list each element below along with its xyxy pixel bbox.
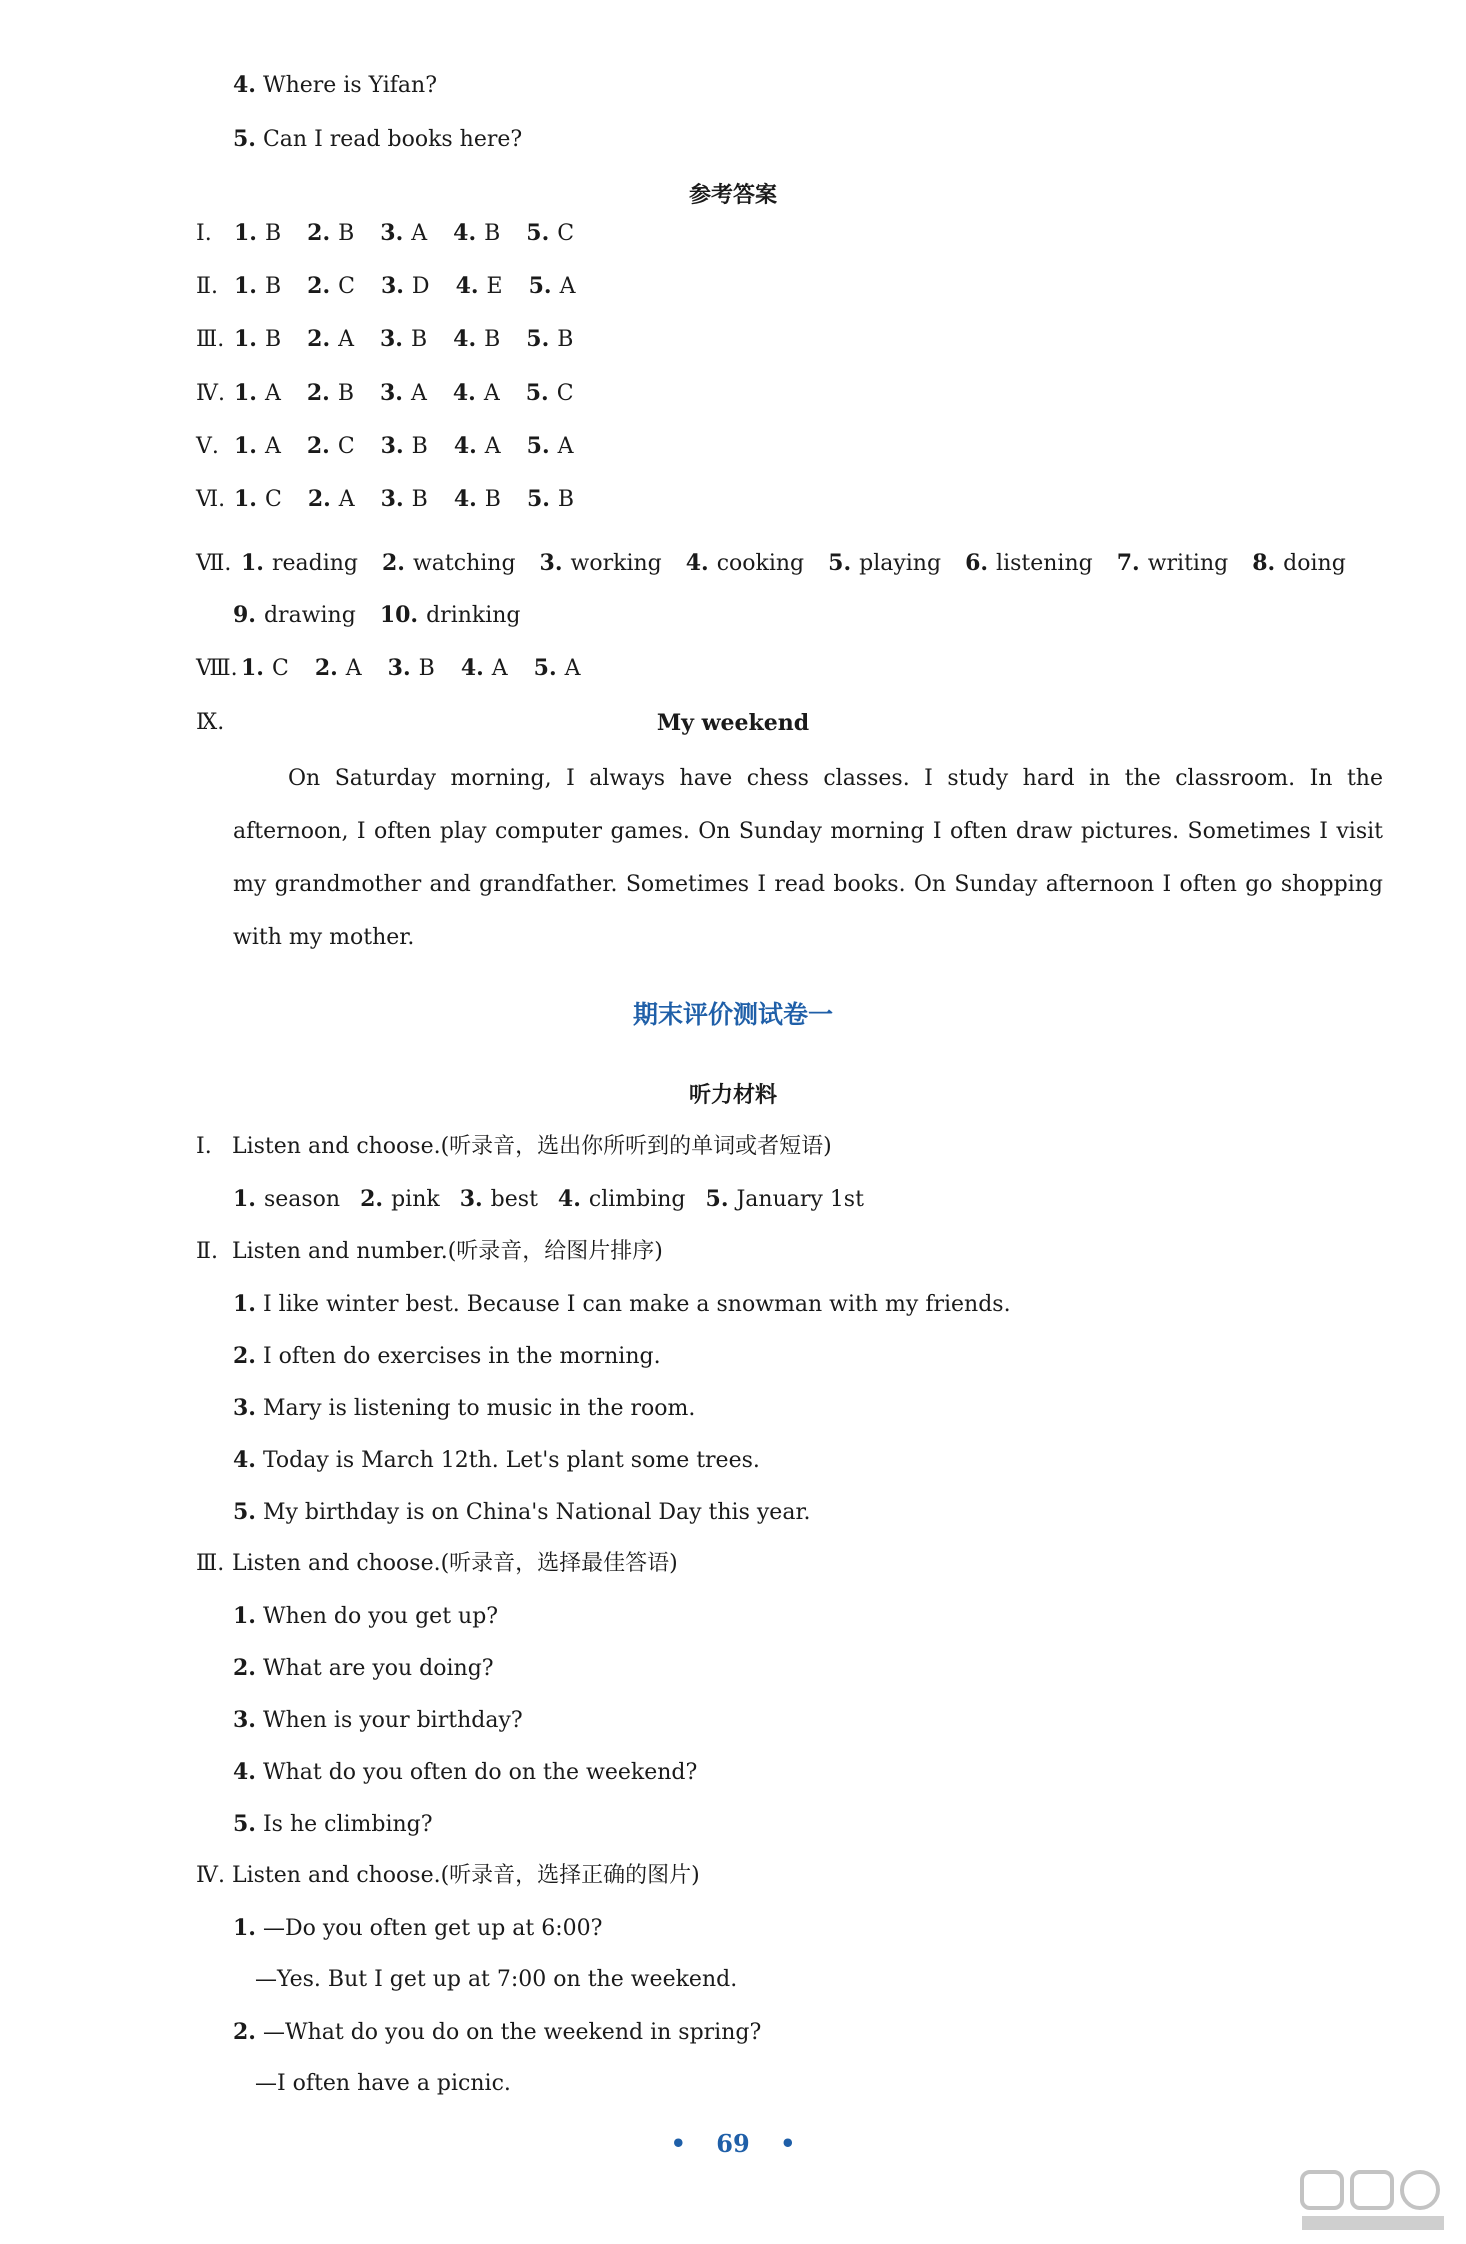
answer-item bbox=[380, 381, 427, 406]
answer-item bbox=[1252, 551, 1346, 576]
item-number: 5. bbox=[233, 1499, 256, 1525]
question-text: Where is Yifan? bbox=[262, 73, 438, 98]
answer-item bbox=[686, 551, 804, 576]
answer-item bbox=[233, 1187, 340, 1212]
item-value: A bbox=[411, 221, 428, 246]
item-number: 4. bbox=[557, 1186, 581, 1212]
item-value: B bbox=[410, 327, 428, 352]
item-number: 3. bbox=[233, 1707, 256, 1733]
answer-item bbox=[453, 221, 500, 246]
item-number: 2. bbox=[307, 326, 331, 352]
answer-item bbox=[558, 1187, 686, 1212]
item-value: C bbox=[556, 381, 574, 406]
item-value: season bbox=[263, 1187, 341, 1212]
item-number: 5. bbox=[526, 326, 550, 352]
answer-item bbox=[965, 551, 1093, 576]
question-number: 4. bbox=[233, 72, 256, 98]
item-value: drawing bbox=[263, 603, 356, 628]
list-item bbox=[233, 1809, 433, 1840]
dialogue-answer: —I often have a picnic. bbox=[255, 2071, 511, 2096]
item-number: 5. bbox=[526, 433, 550, 459]
answer-items bbox=[241, 551, 1370, 576]
item-number: 1. bbox=[234, 220, 257, 246]
item-value: B bbox=[484, 487, 501, 512]
answer-item bbox=[1117, 551, 1228, 576]
item-number: 3. bbox=[380, 380, 403, 406]
roman-numeral: Ⅶ. bbox=[196, 551, 232, 576]
item-value: E bbox=[486, 274, 503, 299]
item-value: B bbox=[338, 221, 355, 246]
answer-item bbox=[380, 221, 427, 246]
answer-item bbox=[234, 274, 281, 299]
roman-numeral: Ⅱ. bbox=[196, 1239, 218, 1264]
answer-item bbox=[234, 487, 282, 512]
item-number: 4. bbox=[453, 486, 477, 512]
item-number: 1. bbox=[234, 380, 257, 406]
list-item bbox=[233, 1705, 523, 1736]
list-item bbox=[233, 1445, 760, 1476]
roman-numeral: Ⅳ. bbox=[196, 381, 225, 406]
item-value: B bbox=[557, 487, 575, 512]
question-text: Can I read books here? bbox=[262, 127, 523, 152]
list-item bbox=[233, 1653, 494, 1684]
item-value: writing bbox=[1147, 551, 1229, 576]
answer-item bbox=[234, 381, 281, 406]
item-value: A bbox=[491, 656, 508, 681]
item-number: 5. bbox=[533, 655, 557, 681]
item-number: 5. bbox=[528, 273, 552, 299]
item-number: 10. bbox=[379, 602, 419, 628]
answer-item bbox=[461, 656, 508, 681]
item-value: B bbox=[264, 274, 282, 299]
roman-numeral: Ⅰ. bbox=[196, 221, 212, 246]
item-number: 1. bbox=[233, 1186, 256, 1212]
item-number: 5. bbox=[525, 380, 549, 406]
item-number: 1. bbox=[233, 1603, 256, 1629]
section-3-heading bbox=[196, 1549, 678, 1579]
item-number: 3. bbox=[387, 655, 411, 681]
item-value: A bbox=[559, 274, 576, 299]
answer-row-8 bbox=[196, 653, 607, 684]
item-number: 1. bbox=[233, 1291, 256, 1317]
item-text: My birthday is on China's National Day this year. bbox=[262, 1500, 811, 1525]
item-value: B bbox=[264, 327, 282, 352]
item-number: 5. bbox=[526, 220, 550, 246]
item-number: 4. bbox=[460, 655, 484, 681]
answer-item bbox=[360, 1187, 440, 1212]
page-dot-left: • bbox=[670, 2129, 686, 2158]
item-value: A bbox=[557, 434, 574, 459]
page-number-value: 69 bbox=[716, 2129, 750, 2158]
section-1-items bbox=[233, 1184, 884, 1215]
item-text: Today is March 12th. Let's plant some trees. bbox=[262, 1448, 760, 1473]
answer-item bbox=[534, 656, 581, 681]
item-text: —What do you do on the weekend in spring? bbox=[262, 2020, 762, 2045]
answer-item bbox=[527, 434, 574, 459]
answer-item bbox=[234, 327, 281, 352]
answer-item bbox=[233, 603, 356, 628]
roman-numeral: Ⅱ. bbox=[196, 274, 218, 299]
item-number: 4. bbox=[452, 380, 476, 406]
item-value: B bbox=[411, 487, 428, 512]
item-text: What do you often do on the weekend? bbox=[262, 1760, 698, 1785]
item-value: C bbox=[338, 274, 355, 299]
item-value: B bbox=[418, 656, 435, 681]
item-number: 4. bbox=[453, 433, 477, 459]
item-value: reading bbox=[271, 551, 358, 576]
item-number: 3. bbox=[380, 273, 404, 299]
item-value: B bbox=[557, 327, 574, 352]
item-value: watching bbox=[412, 551, 516, 576]
item-number: 4. bbox=[233, 1759, 256, 1785]
item-value: B bbox=[411, 434, 428, 459]
item-value: cooking bbox=[716, 551, 805, 576]
item-number: 2. bbox=[306, 380, 330, 406]
roman-numeral: Ⅳ. bbox=[196, 1863, 225, 1888]
dialogue-question bbox=[233, 2017, 761, 2048]
answer-item bbox=[388, 656, 435, 681]
answer-item bbox=[540, 551, 662, 576]
item-value: A bbox=[484, 434, 501, 459]
item-number: 2. bbox=[314, 655, 338, 681]
item-number: 1. bbox=[241, 655, 264, 681]
section-instruction: Listen and choose.(听录音，选择最佳答语) bbox=[232, 1551, 678, 1576]
section-1-heading bbox=[196, 1132, 832, 1162]
item-value: A bbox=[264, 381, 281, 406]
item-value: listening bbox=[996, 551, 1093, 576]
item-number: 5. bbox=[828, 550, 852, 576]
answer-row bbox=[196, 378, 600, 409]
list-item bbox=[233, 1289, 1011, 1320]
exam-title: 期末评价测试卷一 bbox=[632, 1000, 833, 1029]
item-value: B bbox=[484, 221, 501, 246]
answer-item bbox=[234, 434, 281, 459]
roman-numeral: Ⅲ. bbox=[196, 1551, 225, 1576]
answer-items bbox=[233, 603, 545, 628]
answer-item bbox=[460, 1187, 538, 1212]
item-number: 1. bbox=[234, 433, 257, 459]
answer-row-7 bbox=[196, 548, 1370, 579]
item-value: C bbox=[557, 221, 575, 246]
answer-row bbox=[196, 218, 600, 249]
item-text: When is your birthday? bbox=[262, 1708, 523, 1733]
item-number: 1. bbox=[241, 550, 264, 576]
answer-item bbox=[527, 487, 574, 512]
answer-item bbox=[453, 327, 500, 352]
item-number: 2. bbox=[233, 2019, 256, 2045]
item-number: 1. bbox=[234, 486, 257, 512]
list-item bbox=[233, 1757, 697, 1788]
item-value: C bbox=[337, 434, 355, 459]
item-value: B bbox=[337, 381, 354, 406]
item-number: 2. bbox=[233, 1655, 256, 1681]
item-number: 5. bbox=[705, 1186, 729, 1212]
listening-heading: 听力材料 bbox=[688, 1082, 777, 1108]
item-value: A bbox=[345, 656, 362, 681]
item-value: doing bbox=[1283, 551, 1346, 576]
item-number: 1. bbox=[233, 1915, 256, 1941]
answer-item bbox=[526, 221, 574, 246]
item-number: 8. bbox=[1252, 550, 1276, 576]
item-value: A bbox=[338, 327, 354, 352]
list-item bbox=[233, 1601, 498, 1632]
item-number: 2. bbox=[233, 1343, 256, 1369]
answer-item bbox=[526, 327, 573, 352]
answer-item bbox=[529, 274, 576, 299]
answer-row bbox=[196, 484, 600, 515]
item-text: I often do exercises in the morning. bbox=[262, 1344, 661, 1369]
item-number: 3. bbox=[380, 220, 404, 246]
answer-items bbox=[241, 656, 607, 681]
item-text: I like winter best. Because I can make a snowman with my friends. bbox=[262, 1292, 1011, 1317]
answer-item bbox=[380, 603, 521, 628]
answer-item bbox=[307, 221, 354, 246]
item-number: 6. bbox=[965, 550, 989, 576]
item-number: 2. bbox=[360, 1186, 384, 1212]
item-value: climbing bbox=[588, 1187, 686, 1212]
item-value: C bbox=[264, 487, 282, 512]
item-text: When do you get up? bbox=[262, 1604, 499, 1629]
answer-item bbox=[308, 487, 355, 512]
item-number: 4. bbox=[453, 220, 477, 246]
item-value: A bbox=[564, 656, 581, 681]
item-number: 5. bbox=[526, 486, 550, 512]
roman-numeral: Ⅲ. bbox=[196, 327, 225, 352]
roman-numeral: Ⅴ. bbox=[196, 434, 219, 459]
item-value: January 1st bbox=[736, 1187, 864, 1212]
watermark-logo-icon bbox=[1298, 2166, 1448, 2236]
item-number: 3. bbox=[233, 1395, 256, 1421]
item-value: A bbox=[410, 381, 427, 406]
item-number: 2. bbox=[307, 220, 331, 246]
item-number: 3. bbox=[380, 326, 403, 352]
item-value: best bbox=[490, 1187, 538, 1212]
item-number: 1. bbox=[234, 326, 257, 352]
item-number: 3. bbox=[539, 550, 563, 576]
roman-numeral: Ⅷ. bbox=[196, 656, 238, 681]
answer-item bbox=[380, 327, 427, 352]
question-5 bbox=[233, 124, 522, 155]
answer-item bbox=[241, 656, 289, 681]
item-text: Is he climbing? bbox=[262, 1812, 433, 1837]
answer-item bbox=[456, 274, 503, 299]
item-number: 1. bbox=[234, 273, 257, 299]
item-number: 5. bbox=[233, 1811, 256, 1837]
answer-row bbox=[196, 324, 599, 355]
list-item bbox=[233, 1497, 811, 1528]
item-number: 7. bbox=[1116, 550, 1140, 576]
essay-text: On Saturday morning, I always have chess classes. I study hard in the classroom. In the afternoon, I often play computer games. On Sunday morning I often draw pictures. Sometimes I visit my grandmother and grandfather. Sometimes I read books. On Sunday afternoon I often go shopping with my mother. bbox=[233, 766, 1383, 950]
answer-item bbox=[315, 656, 362, 681]
item-value: working bbox=[570, 551, 662, 576]
page-number bbox=[0, 2129, 1466, 2159]
item-number: 3. bbox=[459, 1186, 483, 1212]
item-number: 9. bbox=[233, 602, 256, 628]
answer-row-7-cont bbox=[233, 600, 545, 631]
answer-item bbox=[828, 551, 941, 576]
roman-numeral: Ⅵ. bbox=[196, 487, 226, 512]
answer-item bbox=[706, 1187, 864, 1212]
item-value: pink bbox=[391, 1187, 440, 1212]
answer-row bbox=[196, 431, 600, 462]
section-instruction: Listen and number.(听录音，给图片排序) bbox=[232, 1239, 663, 1264]
answer-item bbox=[381, 487, 428, 512]
item-number: 2. bbox=[382, 550, 405, 576]
item-text: What are you doing? bbox=[262, 1656, 494, 1681]
item-value: drinking bbox=[426, 603, 521, 628]
item-text: Mary is listening to music in the room. bbox=[262, 1396, 696, 1421]
item-value: A bbox=[338, 487, 355, 512]
item-number: 2. bbox=[307, 273, 331, 299]
dialogue-question bbox=[233, 1913, 602, 1944]
section-2-heading bbox=[196, 1237, 663, 1267]
section-instruction: Listen and choose.(听录音，选出你所听到的单词或者短语) bbox=[232, 1134, 832, 1159]
item-value: B bbox=[264, 221, 282, 246]
item-value: C bbox=[271, 656, 289, 681]
dialogue-answer: —Yes. But I get up at 7:00 on the weekend. bbox=[255, 1967, 738, 1992]
answer-items bbox=[233, 1187, 884, 1212]
item-number: 3. bbox=[380, 486, 404, 512]
item-value: A bbox=[264, 434, 281, 459]
item-number: 2. bbox=[306, 433, 330, 459]
essay-title: My weekend bbox=[656, 710, 810, 736]
item-number: 2. bbox=[307, 486, 331, 512]
answer-item bbox=[382, 551, 516, 576]
item-value: D bbox=[411, 274, 430, 299]
item-value: A bbox=[483, 381, 500, 406]
section-4-heading bbox=[196, 1861, 700, 1891]
item-number: 4. bbox=[455, 273, 479, 299]
item-text: —Do you often get up at 6:00? bbox=[262, 1916, 603, 1941]
answer-item bbox=[381, 434, 428, 459]
item-number: 4. bbox=[685, 550, 709, 576]
answer-item bbox=[307, 274, 355, 299]
question-4 bbox=[233, 70, 437, 101]
answer-item bbox=[381, 274, 430, 299]
item-number: 3. bbox=[380, 433, 404, 459]
answer-item bbox=[307, 327, 354, 352]
roman-numeral: Ⅸ. bbox=[196, 710, 225, 735]
item-value: B bbox=[484, 327, 501, 352]
answer-item bbox=[241, 551, 358, 576]
item-number: 4. bbox=[453, 326, 477, 352]
answer-item bbox=[234, 221, 281, 246]
list-item bbox=[233, 1341, 661, 1372]
answer-item bbox=[454, 487, 501, 512]
roman-numeral: Ⅰ. bbox=[196, 1134, 212, 1159]
item-value: playing bbox=[859, 551, 942, 576]
answer-item bbox=[307, 434, 355, 459]
answers-heading: 参考答案 bbox=[688, 182, 777, 208]
item-number: 4. bbox=[233, 1447, 256, 1473]
list-item bbox=[233, 1393, 695, 1424]
answer-row bbox=[196, 271, 601, 302]
page-dot-right: • bbox=[780, 2129, 796, 2158]
answer-item bbox=[307, 381, 354, 406]
answer-item bbox=[454, 434, 501, 459]
question-number: 5. bbox=[233, 126, 256, 152]
section-instruction: Listen and choose.(听录音，选择正确的图片) bbox=[232, 1863, 700, 1888]
answer-item bbox=[453, 381, 500, 406]
answer-item bbox=[526, 381, 574, 406]
